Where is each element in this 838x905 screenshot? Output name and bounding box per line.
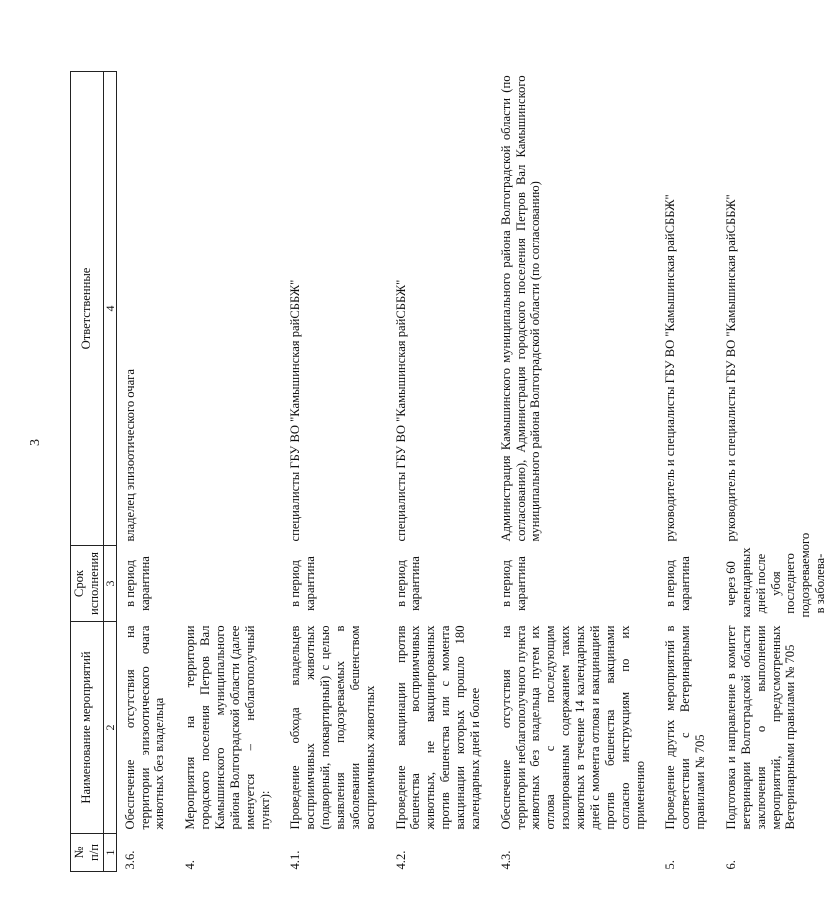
row-number: 4.2. <box>393 850 408 870</box>
table-row <box>282 72 387 872</box>
row-term: в период карантина <box>663 556 693 611</box>
measures-table <box>70 71 838 872</box>
header-row <box>71 72 104 872</box>
row-responsible <box>177 72 282 546</box>
row-term: в период карантина <box>288 556 318 611</box>
row-name: Мероприятия на территории городского поселения Петров Вал Камышинского муниципального района Волгоградской области (далее именуется – неблагополучный пункт): <box>183 625 272 830</box>
row-name: Обеспечение отсутствия на территории неблагополучного пункта животных без владельца путем их отлова с последующим изолированным содержанием таких животных в течение 14 календарных дней с момента отлова и вакцинацией против бешенства вакцинами согласно инструкциям по их применению <box>498 625 647 830</box>
index-2: 2 <box>103 622 116 834</box>
row-responsible: руководитель и специалисты ГБУ ВО "Камышинская райСББЖ" <box>723 194 738 542</box>
row-name: Проведение других мероприятий в соответствии с Ветеринарными правилами № 705 <box>663 625 708 830</box>
header-name: Наименование мероприятий <box>71 622 104 834</box>
row-term: в период карантина <box>393 556 423 611</box>
table-row <box>177 72 282 872</box>
index-3: 3 <box>103 546 116 622</box>
row-responsible: специалисты ГБУ ВО "Камышинская райСББЖ" <box>393 279 408 542</box>
table-row <box>116 72 177 872</box>
row-responsible: владелец эпизоотического очага <box>122 369 137 542</box>
header-index-row <box>103 72 116 872</box>
row-name: Подготовка и направление в комитет ветеринарии Волгоградской области заключения о выполнении мероприятий, предусмотренных Ветеринарными правилами № 705 <box>723 625 798 830</box>
row-term: в период карантина <box>498 556 528 611</box>
header-responsible: Ответственные <box>71 72 104 546</box>
table-row <box>493 72 658 872</box>
table-body <box>116 72 838 872</box>
page-number: 3 <box>28 439 43 446</box>
row-term <box>177 546 282 622</box>
index-1: 1 <box>103 834 116 872</box>
row-responsible: Администрация Камышинского муниципального района Волгоградской области (по согласованию), Администрация городского поселения Петров Вал Камышинского муниципального района Волгоградской области (по согласованию) <box>498 75 543 542</box>
row-name: Проведение вакцинации против бешенства восприимчивых животных, не вакцинированных против бешенства или с момента вакцинации которых прошло 180 календарных дней и более <box>393 625 482 830</box>
index-4: 4 <box>103 72 116 546</box>
table-row <box>657 72 718 872</box>
header-term: Срок исполнения <box>71 546 104 622</box>
header-number: № п/п <box>71 834 104 872</box>
row-number: 3.6. <box>122 850 137 870</box>
table-header <box>71 72 117 872</box>
table-row <box>718 72 838 872</box>
table-row <box>388 72 493 872</box>
row-term: через 60 календарных дней после убоя последнего подозреваемого в заболева- <box>723 532 828 618</box>
row-number: 4. <box>183 860 198 870</box>
row-responsible: руководитель и специалисты ГБУ ВО "Камышинская райСББЖ" <box>663 194 678 542</box>
row-number: 5. <box>663 860 678 870</box>
row-name: Обеспечение отсутствия на территории эпизоотического очага животных без владельца <box>122 625 167 830</box>
row-responsible: специалисты ГБУ ВО "Камышинская райСББЖ" <box>288 279 303 542</box>
rotated-page-content <box>70 72 828 872</box>
row-number: 6. <box>723 860 738 870</box>
row-name: Проведение обхода владельцев восприимчивых животных (подворный, поквартирный) с целью выявления подозреваемых в заболевании бешенством восприимчивых животных <box>288 625 377 830</box>
row-number: 4.3. <box>498 850 513 870</box>
row-term: в период карантина <box>122 556 152 611</box>
row-number: 4.1. <box>288 850 303 870</box>
